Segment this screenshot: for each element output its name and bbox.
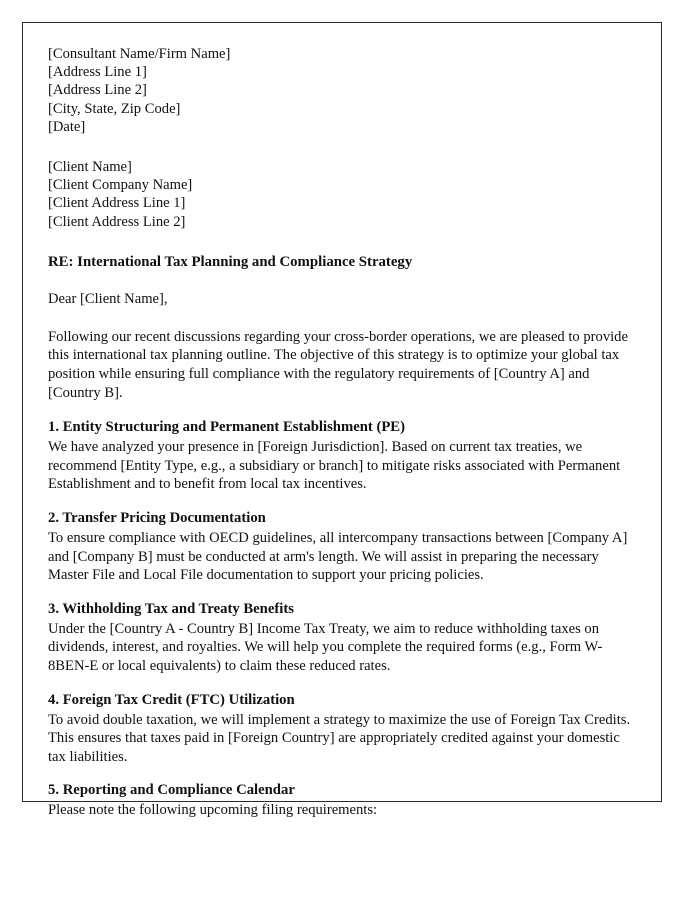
salutation-line: Dear [Client Name], [48,290,168,307]
sender-date-line: [Date] [48,118,86,135]
section-heading: 1. Entity Structuring and Permanent Establishment (PE) [48,419,405,436]
recipient-address-line: [Client Address Line 1] [48,195,186,212]
section-body: Please note the following upcoming filing requirements: [48,802,378,819]
document-page [22,22,662,819]
section-body: Under the [Country A - Country B] Income Tax Treaty, we aim to reduce withholding taxes on dividends, interest, and royalties. We will help you complete the required forms (e.g., Form W-8BEN-E or local equivalents) to claim these reduced rates. [48,620,603,674]
section-reporting-calendar [48,781,635,820]
sender-address-line: [City, State, Zip Code] [48,100,181,117]
recipient-address-line: [Client Company Name] [48,177,193,194]
sender-address-line: [Consultant Name/Firm Name] [48,46,231,62]
section-heading: 5. Reporting and Compliance Calendar [48,782,295,799]
subject-line: RE: International Tax Planning and Compliance Strategy [48,253,413,270]
section-body: We have analyzed your presence in [Foreign Jurisdiction]. Based on current tax treaties, we recommend [Entity Type, e.g., a subsidiary or branch] to mitigate risks associated with Permanent Establishment and to benefit from local tax incentives. [48,439,621,493]
recipient-address-line: [Client Name] [48,159,132,176]
section-heading: 4. Foreign Tax Credit (FTC) Utilization [48,691,295,708]
section-body: To ensure compliance with OECD guidelines, all intercompany transactions between [Company A] and [Company B] must be conducted at arm's length. We will assist in preparing the necessary Master File and Local File documentation to support your pricing policies. [48,529,628,584]
section-withholding-tax [48,600,635,676]
section-foreign-tax-credit [48,691,635,767]
section-heading: 3. Withholding Tax and Treaty Benefits [48,600,294,617]
recipient-address-block [48,158,635,231]
section-body: To avoid double taxation, we will implement a strategy to maximize the use of Foreign Tax Credits. This ensures that taxes paid in [Foreign Country] are appropriately credited against your domestic tax liabilities. [48,711,631,765]
section-entity-structuring [48,418,635,494]
recipient-address-line: [Client Address Line 2] [48,213,186,230]
section-heading: 2. Transfer Pricing Documentation [48,509,266,526]
document-body [23,23,661,820]
opening-paragraph: Following our recent discussions regarding your cross-border operations, we are pleased to provide this international tax planning outline. The objective of this strategy is to optimize your global tax position while ensuring full compliance with the regulatory requirements of [Country A] and [Country B]. [48,328,628,401]
section-transfer-pricing [48,509,635,585]
sender-address-line: [Address Line 1] [48,64,147,81]
sender-address-block [48,45,635,136]
sender-address-line: [Address Line 2] [48,82,147,99]
